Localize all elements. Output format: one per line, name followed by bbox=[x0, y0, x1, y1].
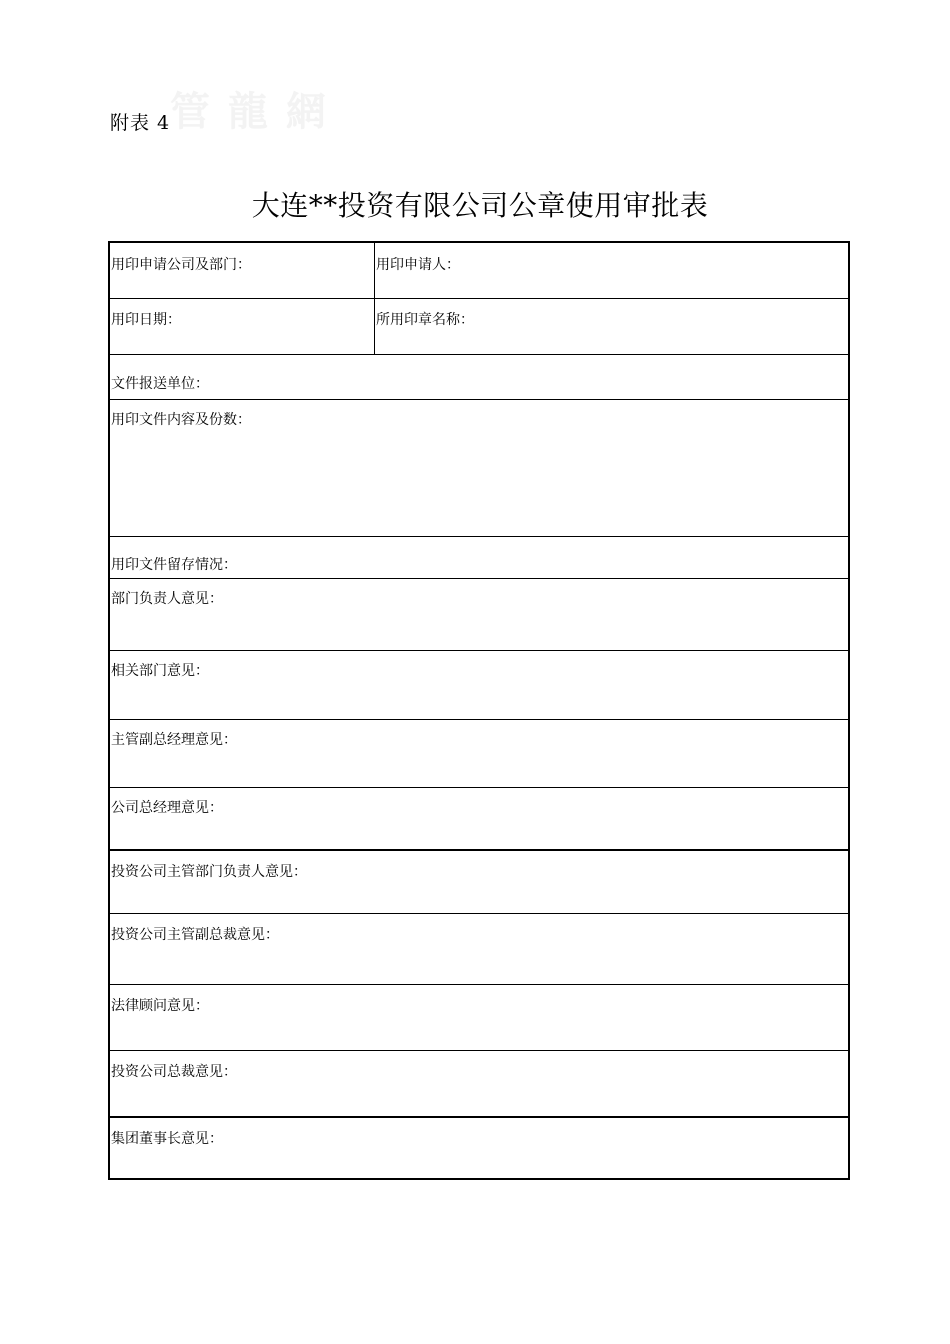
chairman-opinion-cell[interactable] bbox=[110, 1118, 848, 1180]
form-row-retention bbox=[110, 537, 848, 579]
apply-company-dept-cell[interactable] bbox=[110, 243, 375, 298]
form-row-submit-unit bbox=[110, 355, 848, 400]
apply-company-dept-label: 用印申请公司及部门： bbox=[111, 257, 251, 273]
form-row-content bbox=[110, 400, 848, 537]
retention-label: 用印文件留存情况： bbox=[111, 557, 237, 573]
form-row-legal bbox=[110, 985, 848, 1051]
form-row-dept-head bbox=[110, 579, 848, 651]
seal-date-cell[interactable] bbox=[110, 299, 375, 354]
form-row-vp bbox=[110, 720, 848, 788]
applicant-label: 用印申请人： bbox=[376, 257, 460, 273]
related-dept-opinion-cell[interactable] bbox=[110, 651, 848, 719]
inv-vp-opinion-cell[interactable] bbox=[110, 914, 848, 984]
related-dept-opinion-label: 相关部门意见： bbox=[111, 663, 209, 679]
content-copies-cell[interactable] bbox=[110, 400, 848, 536]
gm-opinion-cell[interactable] bbox=[110, 788, 848, 849]
inv-president-opinion-label: 投资公司总裁意见： bbox=[111, 1064, 237, 1080]
legal-opinion-label: 法律顾问意见： bbox=[111, 998, 209, 1014]
seal-date-label: 用印日期： bbox=[111, 312, 181, 328]
dept-head-opinion-cell[interactable] bbox=[110, 579, 848, 650]
submit-unit-cell[interactable] bbox=[110, 355, 848, 399]
gm-opinion-label: 公司总经理意见： bbox=[111, 800, 223, 816]
form-row-gm bbox=[110, 788, 848, 851]
form-row-inv-vp bbox=[110, 914, 848, 985]
watermark: 管 龍 網 bbox=[170, 88, 328, 135]
form-row-date bbox=[110, 299, 848, 355]
vp-opinion-cell[interactable] bbox=[110, 720, 848, 787]
content-copies-label: 用印文件内容及份数： bbox=[111, 412, 251, 428]
form-row-applicant bbox=[110, 243, 848, 299]
legal-opinion-cell[interactable] bbox=[110, 985, 848, 1050]
inv-dept-head-opinion-label: 投资公司主管部门负责人意见： bbox=[111, 864, 307, 880]
inv-president-opinion-cell[interactable] bbox=[110, 1051, 848, 1116]
appendix-label: 附表 4 bbox=[110, 112, 171, 134]
form-row-inv-president bbox=[110, 1051, 848, 1118]
form-row-related-dept bbox=[110, 651, 848, 720]
inv-vp-opinion-label: 投资公司主管副总裁意见： bbox=[111, 927, 279, 943]
form-row-inv-dept-head bbox=[110, 851, 848, 914]
inv-dept-head-opinion-cell[interactable] bbox=[110, 851, 848, 913]
form-row-chairman bbox=[110, 1118, 848, 1180]
vp-opinion-label: 主管副总经理意见： bbox=[111, 732, 237, 748]
dept-head-opinion-label: 部门负责人意见： bbox=[111, 591, 223, 607]
seal-name-cell[interactable] bbox=[375, 299, 848, 354]
form-title: 大连**投资有限公司公章使用审批表 bbox=[251, 189, 709, 222]
chairman-opinion-label: 集团董事长意见： bbox=[111, 1131, 223, 1147]
submit-unit-label: 文件报送单位： bbox=[111, 376, 209, 392]
seal-name-label: 所用印章名称： bbox=[376, 312, 474, 328]
applicant-cell[interactable] bbox=[375, 243, 848, 298]
retention-cell[interactable] bbox=[110, 537, 848, 578]
approval-form bbox=[108, 241, 850, 1180]
